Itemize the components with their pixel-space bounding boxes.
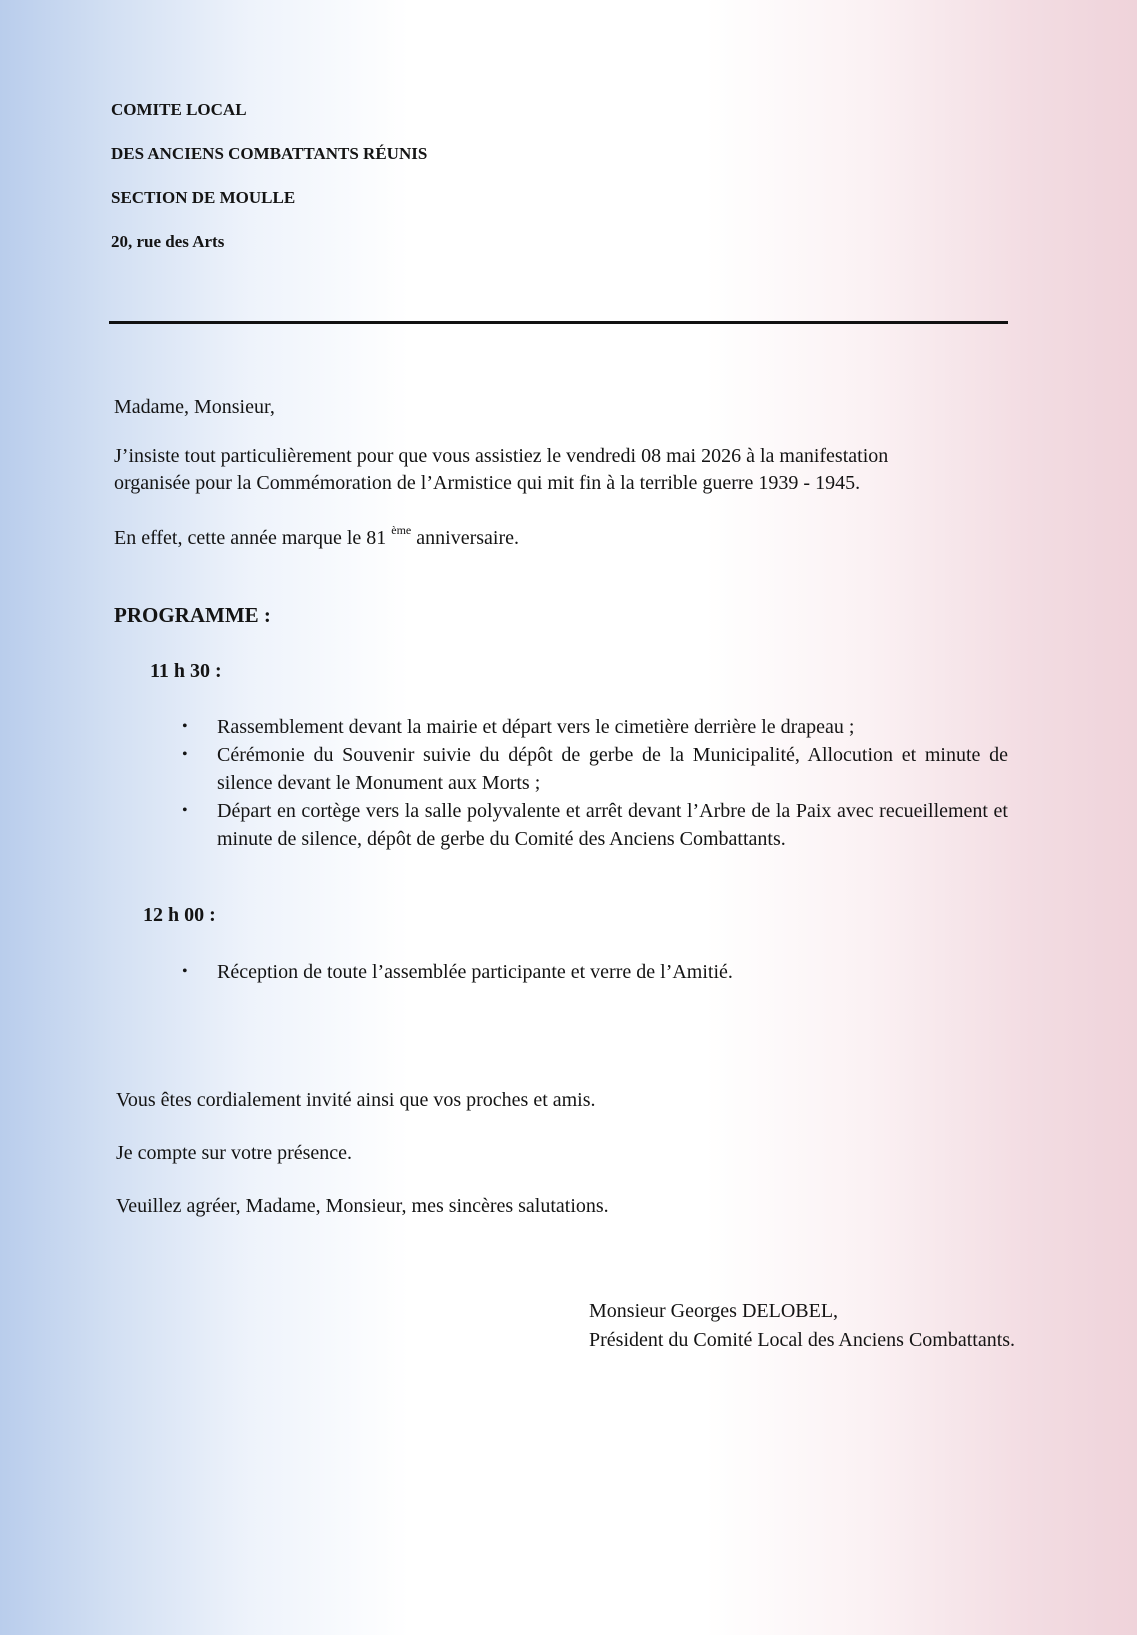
letterhead-line-section: SECTION DE MOULLE (111, 188, 296, 207)
anniversary-superscript: ème (391, 523, 412, 537)
programme-title: PROGRAMME : (114, 603, 271, 627)
header-divider (109, 321, 1008, 324)
closing-presence: Je compte sur votre présence. (116, 1142, 353, 1164)
anniversary-paragraph (114, 525, 519, 552)
list-item-text: Départ en cortège vers la salle polyvalente et arrêt devant l’Arbre de la Paix avec recueillement et minute de silence, dépôt de gerbe du Comité des Anciens Combattants. (217, 800, 1008, 850)
closing-invitation: Vous êtes cordialement invité ainsi que vos proches et amis. (116, 1089, 596, 1111)
list-item (182, 741, 1008, 797)
session-items-1130 (182, 713, 1008, 853)
closing-salutations: Veuillez agréer, Madame, Monsieur, mes sincères salutations. (116, 1195, 609, 1217)
list-item-text: Rassemblement devant la mairie et départ vers le cimetière derrière le drapeau ; (217, 716, 855, 738)
letterhead (111, 100, 427, 276)
bullet-icon: • (182, 718, 188, 735)
list-item (182, 713, 1008, 741)
letterhead-line-committee: COMITE LOCAL (111, 100, 247, 119)
intro-line-2: organisée pour la Commémoration de l’Armistice qui mit fin à la terrible guerre 1939 - 1945. (114, 472, 861, 494)
signature-name: Monsieur Georges DELOBEL, (589, 1300, 839, 1322)
session-items-1200 (182, 958, 1008, 986)
signature-title: Président du Comité Local des Anciens Combattants. (589, 1329, 1016, 1351)
anniversary-prefix: En effet, cette année marque le 81 (114, 527, 387, 549)
intro-paragraph (114, 443, 888, 497)
bullet-icon: • (182, 802, 188, 819)
bullet-icon: • (182, 963, 188, 980)
session-time-1130: 11 h 30 : (150, 660, 222, 682)
list-item (182, 958, 1008, 986)
session-time-1200: 12 h 00 : (143, 904, 216, 926)
anniversary-suffix: anniversaire. (411, 527, 519, 549)
letterhead-line-association: DES ANCIENS COMBATTANTS RÉUNIS (111, 144, 428, 163)
bullet-icon: • (182, 746, 188, 763)
letterhead-line-address: 20, rue des Arts (111, 232, 225, 251)
intro-line-1: J’insiste tout particulièrement pour que vous assistiez le vendredi 08 mai 2026 à la manifestation (114, 445, 889, 467)
list-item-text: Réception de toute l’assemblée participante et verre de l’Amitié. (217, 961, 733, 983)
list-item (182, 797, 1008, 853)
salutation: Madame, Monsieur, (114, 396, 275, 418)
list-item-text: Cérémonie du Souvenir suivie du dépôt de gerbe de la Municipalité, Allocution et minute de silence devant le Monument aux Morts ; (217, 744, 1008, 794)
signature-block (589, 1297, 1015, 1355)
